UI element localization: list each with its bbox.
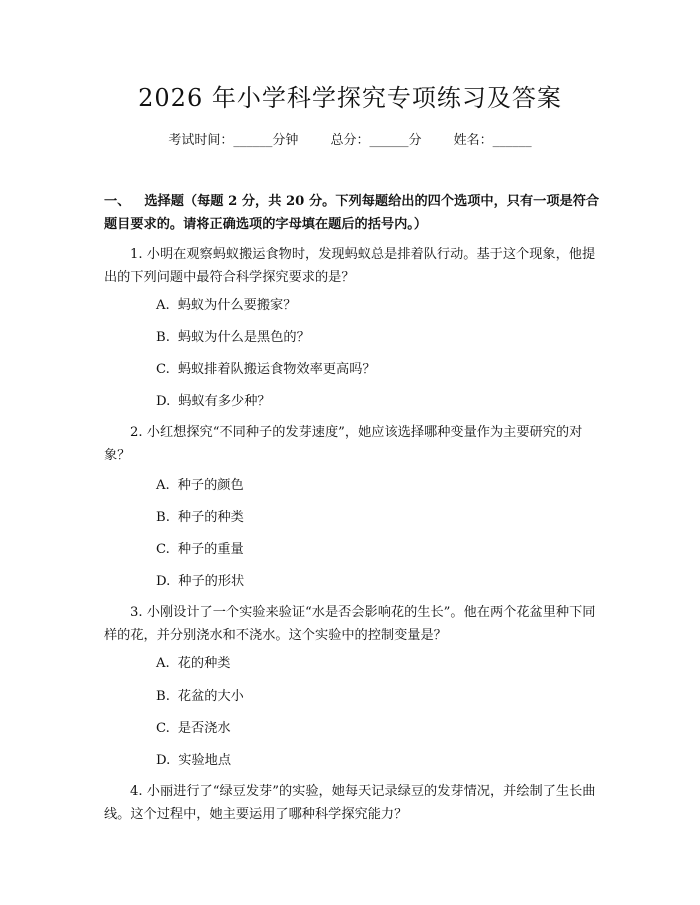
exam-time-field: 考试时间：______分钟 (168, 133, 299, 148)
question-3-option-b (156, 687, 576, 707)
option-text: 蚂蚁排着队搬运食物效率更高吗？ (177, 362, 376, 377)
question-2-option-a (156, 476, 576, 496)
question-1-option-c (156, 360, 576, 380)
option-text: 种子的种类 (177, 510, 244, 525)
section-instructions: 选择题（每题 2 分，共 20 分。下列每题给出的四个选项中，只有一项是符合题目要求的。请将正确选项的字母填在题后的括号内。） (104, 194, 600, 232)
option-letter: D. (156, 394, 171, 409)
option-text: 种子的形状 (178, 574, 245, 589)
option-text: 蚂蚁为什么是黑色的？ (177, 330, 310, 345)
option-text: 是否浇水 (177, 721, 231, 736)
option-letter: B. (156, 330, 170, 345)
option-text: 花的种类 (177, 656, 231, 671)
section-number: 一、 (104, 194, 131, 209)
option-letter: B. (156, 689, 170, 704)
question-3: 3. 小刚设计了一个实验来验证“水是否会影响花的生长”。他在两个花盆里种下同样的花，并分别浇水和不浇水。这个实验中的控制变量是？ (104, 605, 596, 643)
option-letter: B. (156, 510, 170, 525)
option-letter: C. (156, 721, 170, 736)
exam-info-line (0, 131, 700, 151)
option-text: 蚂蚁有多少种？ (178, 394, 271, 409)
question-2-option-b (156, 508, 576, 528)
option-letter: C. (156, 542, 170, 557)
option-letter: A. (156, 298, 170, 313)
question-3-option-a (156, 654, 576, 674)
question-2-option-c (156, 540, 576, 560)
question-1-option-a (156, 296, 576, 316)
option-letter: A. (156, 478, 170, 493)
question-1: 1. 小明在观察蚂蚁搬运食物时，发现蚂蚁总是排着队行动。基于这个现象，他提出的下列问题中最符合科学探究要求的是？ (104, 247, 596, 285)
question-2: 2. 小红想探究“不同种子的发芽速度”，她应该选择哪种变量作为主要研究的对象？ (104, 425, 583, 463)
question-3-option-d (156, 751, 576, 771)
question-1-option-d (156, 392, 576, 412)
option-letter: D. (156, 753, 171, 768)
option-letter: D. (156, 574, 171, 589)
total-score-field: 总分：______分 (330, 133, 422, 148)
question-4: 4. 小丽进行了“绿豆发芽”的实验，她每天记录绿豆的发芽情况，并绘制了生长曲线。这个过程中，她主要运用了哪种科学探究能力？ (104, 784, 596, 822)
question-2-option-d (156, 572, 576, 592)
option-text: 花盆的大小 (177, 689, 244, 704)
student-name-field: 姓名：______ (453, 133, 532, 148)
option-letter: C. (156, 362, 170, 377)
page-title: 2026 年小学科学探究专项练习及答案 (138, 84, 562, 112)
option-letter: A. (156, 656, 170, 671)
option-text: 种子的重量 (177, 542, 244, 557)
option-text: 种子的颜色 (177, 478, 244, 493)
option-text: 蚂蚁为什么要搬家？ (177, 298, 297, 313)
question-1-option-b (156, 328, 576, 348)
question-3-option-c (156, 719, 576, 739)
option-text: 实验地点 (178, 753, 232, 768)
section-heading (104, 190, 604, 236)
